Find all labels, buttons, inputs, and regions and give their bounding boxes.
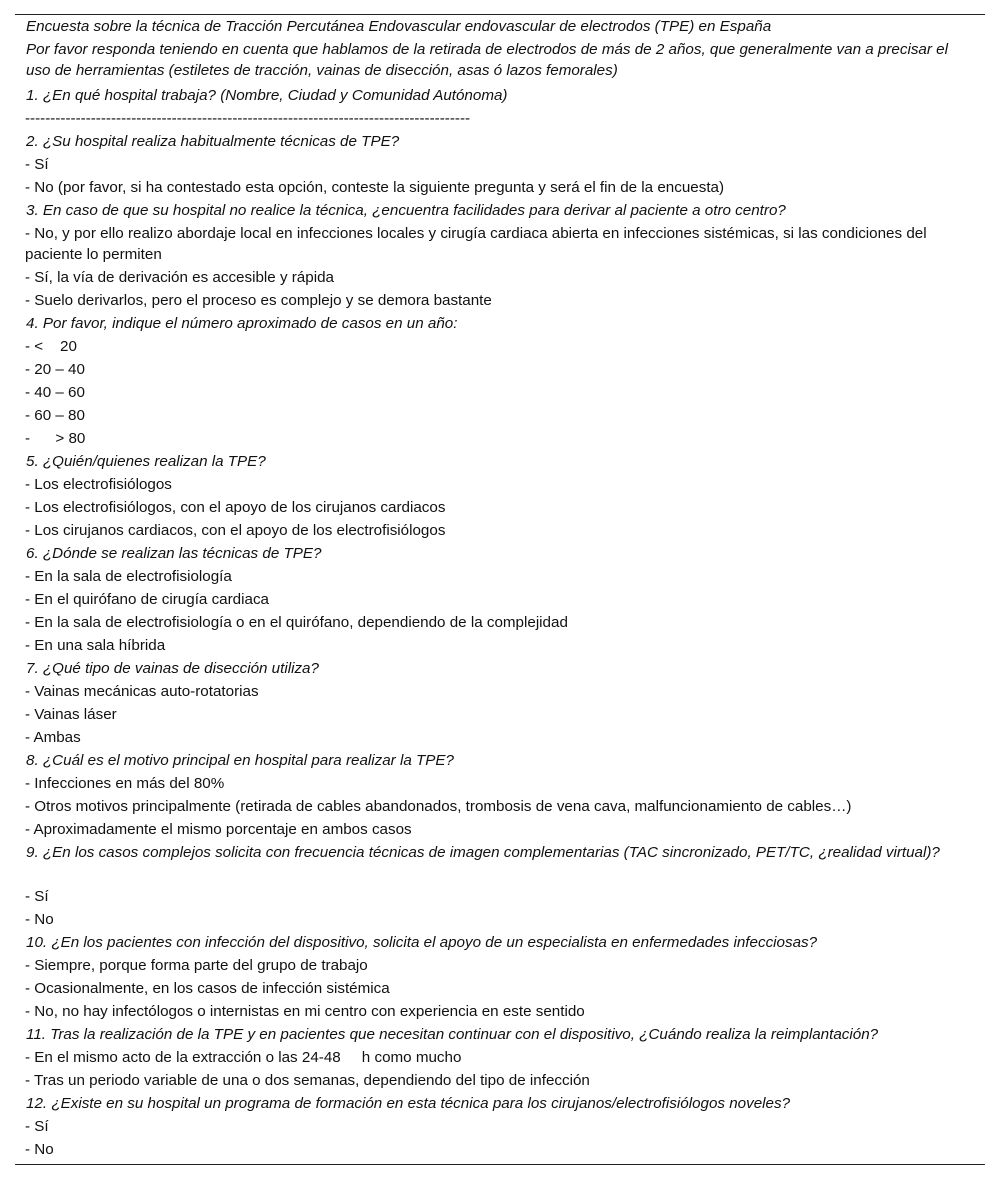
option: - Infecciones en más del 80%	[25, 775, 225, 792]
question-11: 11. Tras la realización de la TPE y en pacientes que necesitan continuar con el dispositivo, ¿Cuándo realiza la reimplantación?	[26, 1026, 879, 1043]
table-bottom-rule	[15, 1164, 985, 1165]
survey-title: Encuesta sobre la técnica de Tracción Percutánea Endovascular endovascular de electrodos (TPE) en España	[26, 18, 772, 35]
option: - Vainas mecánicas auto-rotatorias	[25, 683, 259, 700]
question-9: 9. ¿En los casos complejos solicita con frecuencia técnicas de imagen complementarias (TAC sincronizado, PET/TC, ¿realidad virtual)?	[26, 844, 940, 861]
option: - Ocasionalmente, en los casos de infección sistémica	[25, 980, 390, 997]
option: - Sí, la vía de derivación es accesible y rápida	[25, 269, 334, 286]
question-10: 10. ¿En los pacientes con infección del dispositivo, solicita el apoyo de un especialista en enfermedades infecciosas?	[26, 934, 818, 951]
option: - Sí	[25, 888, 49, 905]
option: - Sí	[25, 156, 49, 173]
survey-intro: Por favor responda teniendo en cuenta que hablamos de la retirada de electrodos de más de 2 años, que generalmente van a precisar el uso de herramientas (estiletes de tracción, vainas de disección, asas ó lazos femorales)	[26, 41, 948, 79]
option: - Los electrofisiólogos	[25, 476, 172, 493]
option: - Otros motivos principalmente (retirada de cables abandonados, trombosis de vena cava, malfuncionamiento de cables…)	[25, 798, 852, 815]
answer-blank-line: ----------------------------------------------------------------------------------------	[25, 110, 471, 127]
option: - No, no hay infectólogos o internistas en mi centro con experiencia en este sentido	[25, 1003, 585, 1020]
option: - Los electrofisiólogos, con el apoyo de los cirujanos cardiacos	[25, 499, 446, 516]
option: - Aproximadamente el mismo porcentaje en ambos casos	[25, 821, 412, 838]
option: - Vainas láser	[25, 706, 117, 723]
question-7: 7. ¿Qué tipo de vainas de disección utiliza?	[26, 660, 319, 677]
question-5: 5. ¿Quién/quienes realizan la TPE?	[26, 453, 266, 470]
option: - Los cirujanos cardiacos, con el apoyo de los electrofisiólogos	[25, 522, 446, 539]
option: - < 20	[25, 338, 77, 355]
question-8: 8. ¿Cuál es el motivo principal en hospital para realizar la TPE?	[26, 752, 454, 769]
option: - No	[25, 1141, 54, 1158]
option: - 40 – 60	[25, 384, 85, 401]
option: - En una sala híbrida	[25, 637, 166, 654]
question-1: 1. ¿En qué hospital trabaja? (Nombre, Ciudad y Comunidad Autónoma)	[26, 87, 508, 104]
question-2: 2. ¿Su hospital realiza habitualmente técnicas de TPE?	[26, 133, 400, 150]
question-3: 3. En caso de que su hospital no realice la técnica, ¿encuentra facilidades para derivar al paciente a otro centro?	[26, 202, 786, 219]
option: - No (por favor, si ha contestado esta opción, conteste la siguiente pregunta y será el fin de la encuesta)	[25, 179, 725, 196]
option: - Ambas	[25, 729, 81, 746]
question-6: 6. ¿Dónde se realizan las técnicas de TPE?	[26, 545, 322, 562]
option: - Sí	[25, 1118, 49, 1135]
option: - En la sala de electrofisiología	[25, 568, 232, 585]
option: - 20 – 40	[25, 361, 85, 378]
table-top-rule	[15, 14, 985, 15]
question-12: 12. ¿Existe en su hospital un programa de formación en esta técnica para los cirujanos/electrofisiólogos noveles?	[26, 1095, 791, 1112]
option: - 60 – 80	[25, 407, 85, 424]
option: - No, y por ello realizo abordaje local en infecciones locales y cirugía cardiaca abierta en infecciones sistémicas, si las condiciones del paciente lo permiten	[25, 225, 927, 263]
question-4: 4. Por favor, indique el número aproximado de casos en un año:	[26, 315, 458, 332]
option: - Siempre, porque forma parte del grupo de trabajo	[25, 957, 368, 974]
option: - En el mismo acto de la extracción o las 24-48 h como mucho	[25, 1049, 462, 1066]
option: - No	[25, 911, 54, 928]
option: - > 80	[25, 430, 86, 447]
option: - Tras un periodo variable de una o dos semanas, dependiendo del tipo de infección	[25, 1072, 590, 1089]
option: - En la sala de electrofisiología o en el quirófano, dependiendo de la complejidad	[25, 614, 568, 631]
option: - En el quirófano de cirugía cardiaca	[25, 591, 269, 608]
option: - Suelo derivarlos, pero el proceso es complejo y se demora bastante	[25, 292, 492, 309]
